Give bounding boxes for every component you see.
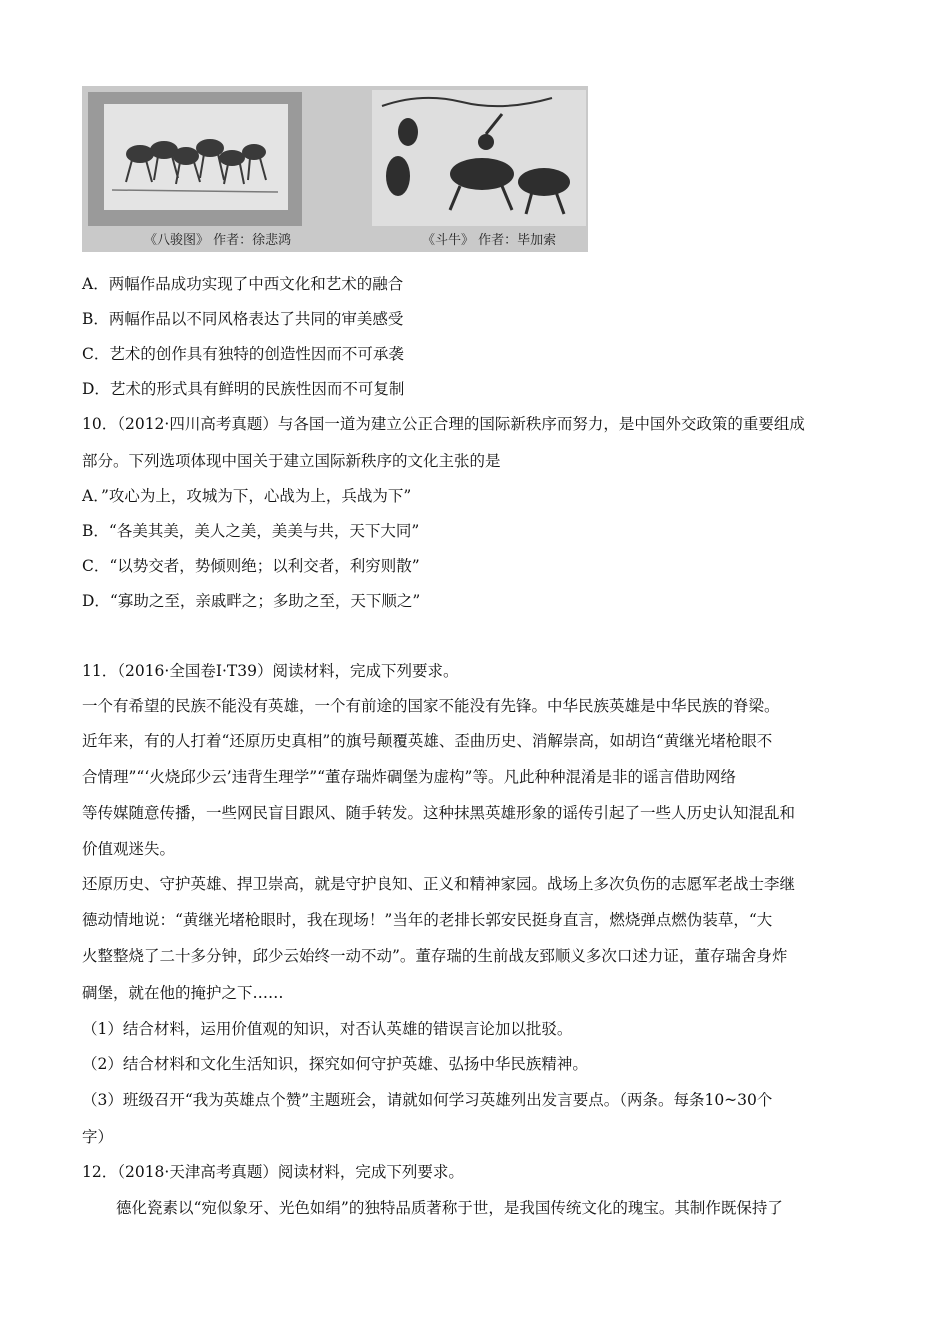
q11-subq-3: （3）班级召开“我为英雄点个赞”主题班会，请就如何学习英雄列出发言要点。（两条。每条10~30个 [82, 1091, 773, 1109]
q11-line-9: 碉堡，就在他的掩护之下…… [82, 984, 284, 1002]
q10-option-c: C．“以势交者，势倾则绝；以利交者，利穷则散” [82, 557, 420, 575]
q9-option-d: D．艺术的形式具有鲜明的民族性因而不可复制 [82, 380, 405, 398]
bullfight-painting [372, 90, 586, 226]
q11-line-8: 火整整烧了二十多分钟，邱少云始终一动不动”。董存瑞的生前战友郅顺义多次口述力证，董存瑞舍身炸 [82, 947, 788, 965]
q12-line-1: 德化瓷素以“宛似象牙、光色如绢”的独特品质著称于世，是我国传统文化的瑰宝。其制作既保持了 [116, 1199, 783, 1217]
artwork-figure [82, 86, 588, 252]
artwork-photo [82, 86, 588, 252]
q9-option-c: C．艺术的创作具有独特的创造性因而不可承袭 [82, 345, 404, 363]
q11-stem: 11．（2016·全国卷Ⅰ·T39）阅读材料，完成下列要求。 [82, 662, 459, 680]
q9-option-b: B．两幅作品以不同风格表达了共同的审美感受 [82, 310, 404, 328]
q11-line-6: 还原历史、守护英雄、捍卫崇高，就是守护良知、正义和精神家园。战场上多次负伤的志愿军老战士李继 [82, 875, 796, 893]
q10-stem-line2: 部分。下列选项体现中国关于建立国际新秩序的文化主张的是 [82, 452, 501, 470]
q11-subq-1: （1）结合材料，运用价值观的知识，对否认英雄的错误言论加以批驳。 [82, 1020, 573, 1038]
q11-line-5: 价值观迷失。 [82, 840, 176, 858]
q11-line-7: 德动情地说：“黄继光堵枪眼时，我在现场！”当年的老排长郭安民挺身直言，燃烧弹点燃伪装草，“大 [82, 911, 773, 929]
q11-subq-2: （2）结合材料和文化生活知识，探究如何守护英雄、弘扬中华民族精神。 [82, 1055, 588, 1073]
q11-line-2: 近年来，有的人打着“还原历史真相”的旗号颠覆英雄、歪曲历史、消解崇高，如胡诌“黄继光堵枪眼不 [82, 732, 773, 750]
q11-subq-3-cont: 字） [82, 1128, 114, 1146]
q11-line-1: 一个有希望的民族不能没有英雄，一个有前途的国家不能没有先锋。中华民族英雄是中华民族的脊梁。 [82, 697, 780, 715]
left-caption: 《八骏图》 作者：徐悲鸿 [144, 233, 292, 248]
eight-horses-painting [88, 92, 302, 226]
q12-stem: 12．（2018·天津高考真题）阅读材料，完成下列要求。 [82, 1163, 464, 1181]
q11-line-3: 合情理”“‘火烧邱少云’违背生理学”“董存瑞炸碉堡为虚构”等。凡此种种混淆是非的谣言借助网络 [82, 768, 736, 786]
q11-line-4: 等传媒随意传播，一些网民盲目跟风、随手转发。这种抹黑英雄形象的谣传引起了一些人历史认知混乱和 [82, 804, 796, 822]
q9-option-a: A．两幅作品成功实现了中西文化和艺术的融合 [82, 275, 404, 293]
q10-option-a: A．”攻心为上，攻城为下，心战为上，兵战为下” [82, 487, 412, 505]
q10-stem-line1: 10．（2012·四川高考真题）与各国一道为建立公正合理的国际新秩序而努力，是中国外交政策的重要组成 [82, 415, 805, 433]
q10-option-b: B．“各美其美，美人之美，美美与共，天下大同” [82, 522, 420, 540]
right-caption: 《斗牛》 作者：毕加索 [422, 233, 557, 248]
q10-option-d: D．“寡助之至，亲戚畔之；多助之至，天下顺之” [82, 592, 421, 610]
